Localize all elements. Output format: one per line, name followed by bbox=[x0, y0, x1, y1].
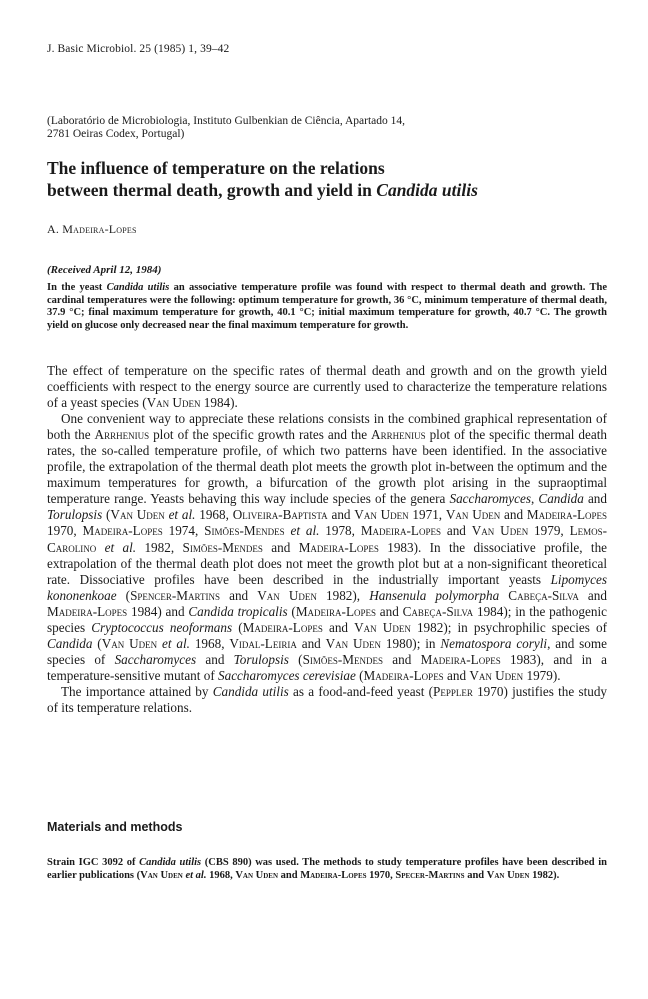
author-citation: Van Uden bbox=[140, 869, 183, 881]
paper-title bbox=[47, 157, 627, 201]
species-name: Hansenula polymorpha bbox=[369, 587, 500, 603]
text-run: and bbox=[578, 587, 607, 603]
affiliation-line-2: 2781 Oeiras Codex, Portugal) bbox=[47, 128, 185, 140]
abstract-species: Candida utilis bbox=[106, 282, 170, 293]
methods-paragraph bbox=[47, 857, 607, 882]
section-heading-materials-methods: Materials and methods bbox=[47, 820, 183, 834]
text-run: 1970, bbox=[366, 869, 396, 881]
text-run: 1979, bbox=[528, 523, 570, 539]
author-citation: Van Uden bbox=[146, 395, 201, 411]
abstract-text: In the yeast bbox=[47, 282, 107, 293]
abstract-text: an associative temperature profile was found with respect to thermal death and growth. The cardinal temperatures were the following: optimum temperature for growth, 36 °C, minimum temperature of thermal death, 37.9 °C; final maximum temperature for growth, 40.1 °C; initial maximum temperature for growth, 40.7 °C. The growth yield on glucose only decreased near the final maximum temperature for growth. bbox=[47, 282, 607, 331]
author-initial: A. bbox=[47, 222, 63, 236]
author-citation: Van Uden bbox=[486, 869, 530, 881]
author-citation: Madeira-Lopes bbox=[526, 507, 608, 523]
et-al: et al. bbox=[162, 635, 190, 651]
author-citation: Peppler bbox=[433, 683, 473, 699]
text-run: The importance attained by bbox=[61, 683, 213, 699]
text-run: 1982), bbox=[316, 587, 370, 603]
author-citation: Van Uden bbox=[110, 507, 165, 523]
et-al: et al. bbox=[290, 523, 320, 539]
text-run: 1979). bbox=[523, 667, 561, 683]
text-run bbox=[499, 588, 508, 603]
text-run: and bbox=[262, 539, 299, 555]
text-run bbox=[96, 540, 104, 555]
author-citation: Specer-Martins bbox=[395, 869, 465, 881]
author-citation: Simões-Mendes bbox=[302, 651, 384, 667]
text-run: 1982, bbox=[136, 539, 183, 555]
text-run: ( bbox=[288, 651, 303, 667]
intro-paragraph-2 bbox=[47, 411, 607, 684]
text-run: and bbox=[327, 507, 355, 523]
author-citation: Cabeça-Silva bbox=[402, 603, 474, 619]
author-name: Madeira-Lopes bbox=[62, 222, 137, 236]
author-citation: Madeira-Lopes bbox=[300, 869, 367, 881]
text-run: ( bbox=[116, 587, 131, 603]
text-run: and bbox=[500, 507, 527, 523]
text-run: and bbox=[464, 869, 487, 881]
author-citation: Van Uden bbox=[101, 635, 158, 651]
author-citation: Oliveira-Baptista bbox=[232, 507, 328, 523]
text-run: 1978, bbox=[319, 523, 361, 539]
text-run: and bbox=[196, 651, 234, 667]
text-run: , bbox=[531, 491, 539, 507]
text-run: ( bbox=[232, 619, 243, 635]
text-run: and bbox=[441, 523, 472, 539]
text-run: 1971, bbox=[408, 507, 446, 523]
text-run: plot of the specific growth rates and the bbox=[149, 427, 372, 443]
text-run: 1984) and bbox=[127, 603, 189, 619]
et-al: et al. bbox=[104, 539, 137, 555]
abstract bbox=[47, 282, 607, 332]
text-run: and bbox=[376, 603, 403, 619]
text-run: (CBS 890) was used. The methods to study temperature profiles have been described in earlier publications ( bbox=[47, 857, 607, 881]
author-citation: Madeira-Lopes bbox=[363, 667, 444, 683]
text-run: and bbox=[322, 619, 355, 635]
species-name: Saccharomyces bbox=[114, 651, 197, 667]
author-citation: Lemos-Carolino bbox=[47, 523, 608, 555]
text-run: plot of the specific thermal death rates, the so-called temperature profile, of which two patterns have been identified. In the associative profile, the extrapolation of the thermal death plot meets the growth plot in-between the optimum and the maximum temperatures for growth, a bifurcation of the growth plot arising in the supraoptimal temperature range. Yeasts behaving this way include species of the genera bbox=[47, 427, 607, 507]
text-run: 1982). bbox=[529, 869, 560, 881]
et-al: et al. bbox=[185, 869, 207, 881]
intro-paragraph-3 bbox=[47, 684, 607, 716]
introduction bbox=[47, 363, 607, 716]
author-citation: Madeira-Lopes bbox=[295, 603, 377, 619]
text-run: 1968, bbox=[189, 635, 230, 651]
species-name: Torulopsis bbox=[47, 507, 103, 523]
text-run: 1980); in bbox=[381, 635, 441, 651]
species-name: Saccharomyces cerevisiae bbox=[218, 667, 356, 683]
species-name: Candida tropicalis bbox=[188, 603, 288, 619]
title-line-2-text: between thermal death, growth and yield in bbox=[47, 180, 377, 200]
text-run: Strain IGC 3092 of bbox=[47, 857, 140, 868]
species-name: Torulopsis bbox=[233, 651, 289, 667]
intro-paragraph-1 bbox=[47, 363, 607, 411]
author-citation: Simões-Mendes bbox=[182, 539, 263, 555]
title-species: Candida utilis bbox=[376, 180, 478, 200]
text-run: 1970, bbox=[47, 523, 83, 539]
text-run: 1984). bbox=[200, 395, 238, 411]
text-run: 1984); in the pathogenic species bbox=[47, 603, 607, 635]
text-run: One convenient way to appreciate these relations consists in the combined graphical representation of both the bbox=[47, 411, 607, 443]
species-name: Cryptococcus neoformans bbox=[91, 619, 233, 635]
author-citation: Madeira-Lopes bbox=[298, 539, 379, 555]
species-name: Candida utilis bbox=[139, 857, 202, 868]
author-citation: Madeira-Lopes bbox=[420, 651, 501, 667]
text-run: and bbox=[383, 651, 421, 667]
text-run: 1968, bbox=[195, 507, 233, 523]
text-run: and bbox=[443, 667, 470, 683]
author-citation: Madeira-Lopes bbox=[47, 603, 128, 619]
et-al: et al. bbox=[168, 507, 196, 523]
author-citation: Van Uden bbox=[235, 869, 279, 881]
species-name: Nematospora coryli bbox=[440, 635, 548, 651]
title-line-1: The influence of temperature on the relations bbox=[47, 158, 385, 178]
text-run: 1982); in psychrophilic species of bbox=[410, 619, 607, 635]
author bbox=[47, 222, 137, 237]
text-run: ( bbox=[355, 667, 364, 683]
affiliation-line-1: (Laboratório de Microbiologia, Instituto Gulbenkian de Ciência, Apartado 14, bbox=[47, 115, 406, 127]
affiliation bbox=[47, 115, 607, 141]
species-name: Candida bbox=[47, 635, 93, 651]
journal-reference: J. Basic Microbiol. 25 (1985) 1, 39–42 bbox=[47, 43, 230, 55]
text-run: ( bbox=[287, 603, 296, 619]
text-run: 1970) justifies the study of its temperature relations. bbox=[47, 683, 608, 715]
text-run: 1974, bbox=[162, 523, 205, 539]
author-citation: Arrhenius bbox=[94, 427, 150, 443]
author-citation: Cabeça-Silva bbox=[508, 587, 579, 603]
text-run: ( bbox=[102, 507, 111, 523]
text-run: 1983), and in a temperature-sensitive mutant of bbox=[47, 651, 607, 683]
text-run: and bbox=[583, 491, 607, 507]
author-citation: Van Uden bbox=[257, 587, 317, 603]
received-date: (Received April 12, 1984) bbox=[47, 264, 162, 276]
species-name: Candida utilis bbox=[212, 683, 289, 699]
author-citation: Van Uden bbox=[469, 667, 524, 683]
title-line-2 bbox=[47, 179, 627, 201]
text-run: The effect of temperature on the specific rates of thermal death and growth and on the growth yield coefficients with respect to the energy source are currently used to characterize the temperature relations of a yeast species ( bbox=[47, 363, 607, 411]
text-run: ( bbox=[92, 635, 102, 651]
author-citation: Simões-Mendes bbox=[204, 523, 285, 539]
species-name: Lipomyces kononenkoae bbox=[47, 571, 607, 603]
author-citation: Van Uden bbox=[354, 619, 411, 635]
author-citation: Arrhenius bbox=[371, 427, 426, 443]
author-citation: Van Uden bbox=[445, 507, 501, 523]
author-citation: Madeira-Lopes bbox=[242, 619, 323, 635]
species-name: Saccharomyces bbox=[449, 491, 532, 507]
author-citation: Madeira-Lopes bbox=[360, 523, 441, 539]
text-run: and bbox=[296, 635, 326, 651]
species-name: Candida bbox=[538, 491, 584, 507]
author-citation: Spencer-Martins bbox=[130, 587, 220, 603]
author-citation: Van Uden bbox=[354, 507, 409, 523]
text-run: as a food-and-feed yeast ( bbox=[288, 683, 433, 699]
text-run: 1983). In the dissociative profile, the extrapolation of the thermal death plot does not meet the growth plot but at a non-significant theoretical rate. Dissociative profiles have been described in the industrially important yeasts bbox=[47, 539, 608, 587]
author-citation: Van Uden bbox=[471, 523, 529, 539]
author-citation: Van Uden bbox=[325, 635, 382, 651]
text-run: and bbox=[220, 587, 258, 603]
text-run: 1968, bbox=[206, 869, 236, 881]
text-run: and bbox=[278, 869, 301, 881]
text-run: , and some species of bbox=[47, 635, 607, 667]
author-citation: Vidal-Leiria bbox=[229, 635, 297, 651]
author-citation: Madeira-Lopes bbox=[82, 523, 163, 539]
